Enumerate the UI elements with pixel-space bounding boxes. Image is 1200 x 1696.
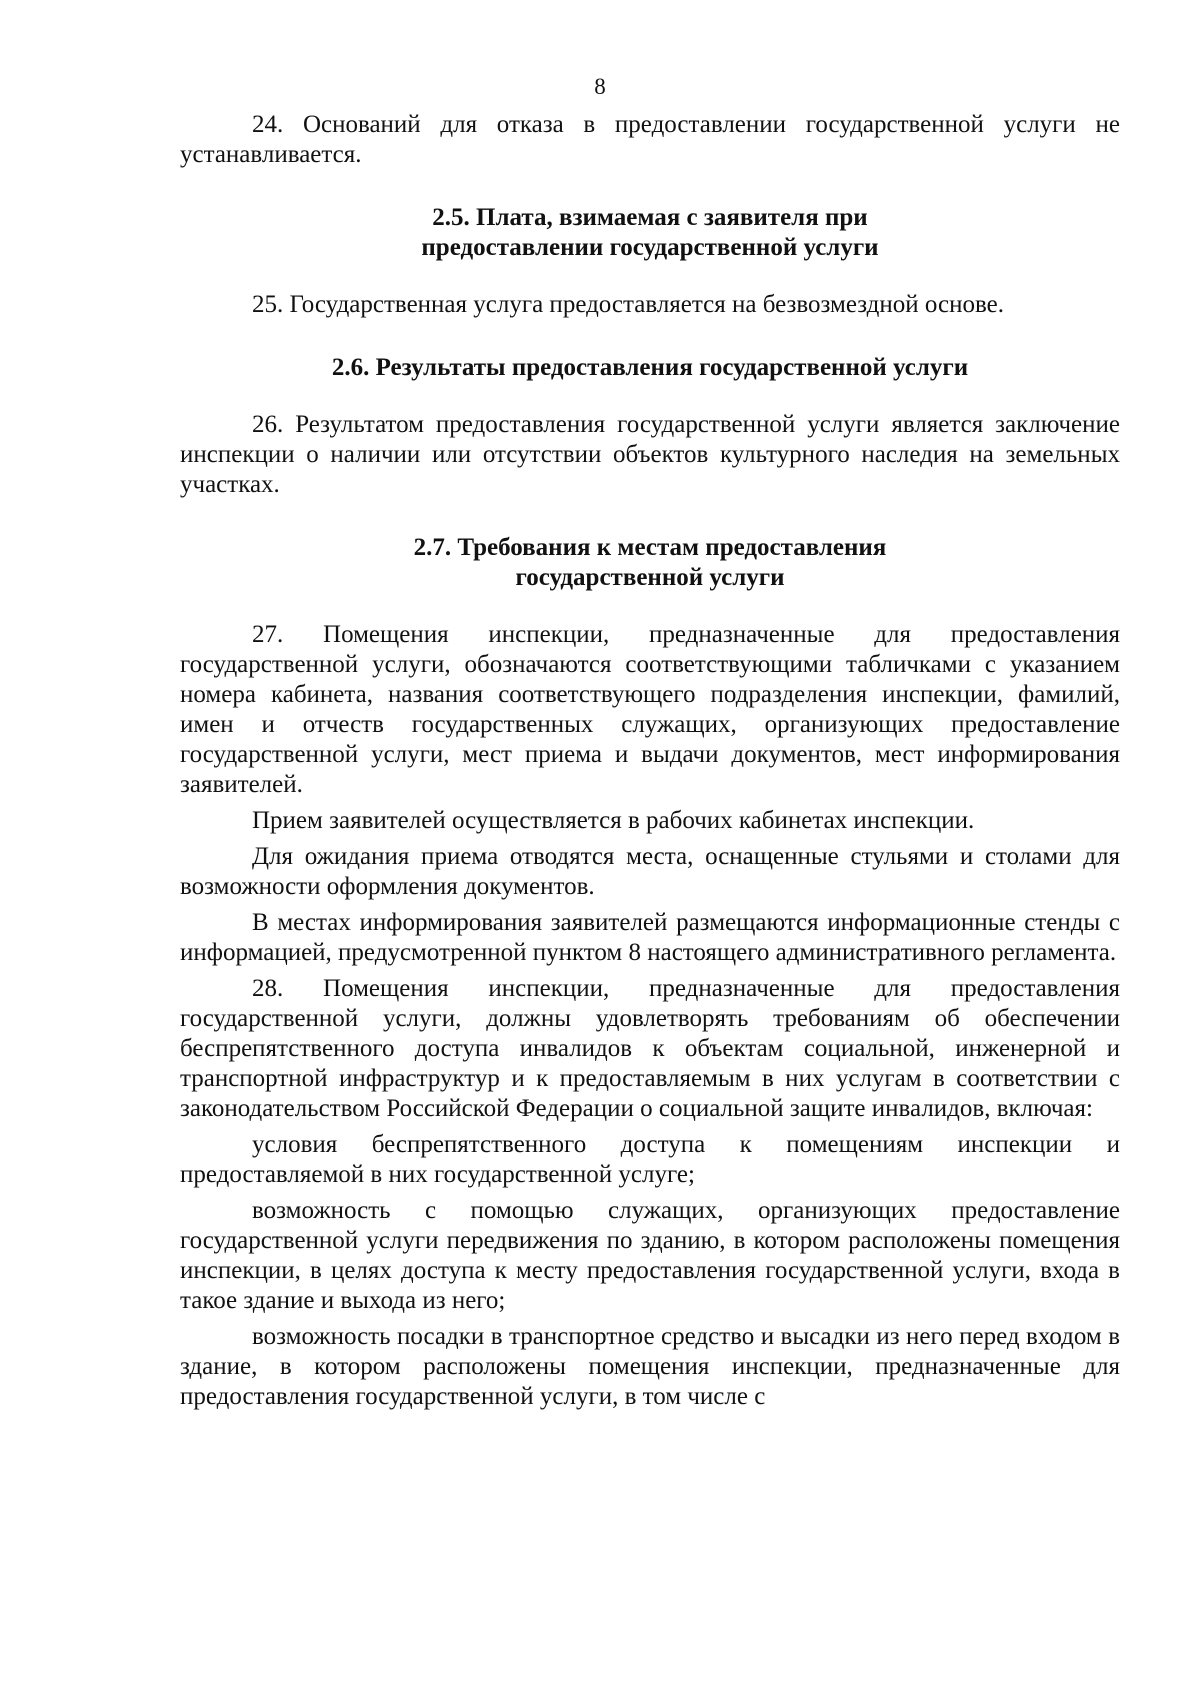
- paragraph-28: 28. Помещения инспекции, предназначенные для предоставления государственной услуги, должны удовлетворять требованиям об обеспечении беспрепятственного доступа инвалидов к объектам социальной, инженерной и транспортной инфраструктур и к предоставляемым в них услугам в соответствии с законодательством Российской Федерации о социальной защите инвалидов, включая:: [180, 975, 1120, 1122]
- section-heading-2-5-line2: предоставлении государственной услуги: [421, 234, 879, 261]
- document-body: [180, 110, 1120, 1412]
- paragraph-28-movement-assistance: возможность с помощью служащих, организующих предоставление государственной услуги передвижения по зданию, в котором расположены помещения инспекции, в целях доступа к месту предоставления государственной услуги, входа в такое здание и выхода из него;: [180, 1197, 1120, 1314]
- paragraph-25: 25. Государственная услуга предоставляется на безвозмездной основе.: [252, 291, 1004, 318]
- section-heading-2-6: 2.6. Результаты предоставления государственной услуги: [331, 354, 969, 381]
- section-heading-2-5-line1: 2.5. Плата, взимаемая с заявителя при: [432, 204, 868, 231]
- paragraph-27: 27. Помещения инспекции, предназначенные для предоставления государственной услуги, обозначаются соответствующими табличками с указанием номера кабинета, названия соответствующего подразделения инспекции, фамилий, имен и отчеств государственных служащих, организующих предоставление государственной услуги, мест приема и выдачи документов, мест информирования заявителей.: [180, 621, 1120, 798]
- paragraph-26: 26. Результатом предоставления государственной услуги является заключение инспекции о наличии или отсутствии объектов культурного наследия на земельных участках.: [180, 411, 1120, 498]
- paragraph-28-access-conditions: условия беспрепятственного доступа к помещениям инспекции и предоставляемой в них государственной услуге;: [180, 1131, 1120, 1188]
- paragraph-24: 24. Оснований для отказа в предоставлении государственной услуги не устанавливается.: [180, 111, 1120, 168]
- page-number: 8: [594, 74, 606, 99]
- paragraph-27-info-stands: В местах информирования заявителей размещаются информационные стенды с информацией, предусмотренной пунктом 8 настоящего административного регламента.: [180, 909, 1120, 966]
- section-heading-2-7: [180, 533, 1120, 593]
- section-heading-2-7-line1: 2.7. Требования к местам предоставления: [413, 534, 887, 561]
- paragraph-27-reception: Прием заявителей осуществляется в рабочих кабинетах инспекции.: [252, 807, 975, 834]
- paragraph-27-waiting: Для ожидания приема отводятся места, оснащенные стульями и столами для возможности оформления документов.: [180, 843, 1120, 900]
- section-heading-2-7-line2: государственной услуги: [515, 564, 785, 591]
- section-heading-2-5: [180, 203, 1120, 263]
- paragraph-28-vehicle-access: возможность посадки в транспортное средство и высадки из него перед входом в здание, в котором расположены помещения инспекции, предназначенные для предоставления государственной услуги, в том числе с: [180, 1323, 1120, 1410]
